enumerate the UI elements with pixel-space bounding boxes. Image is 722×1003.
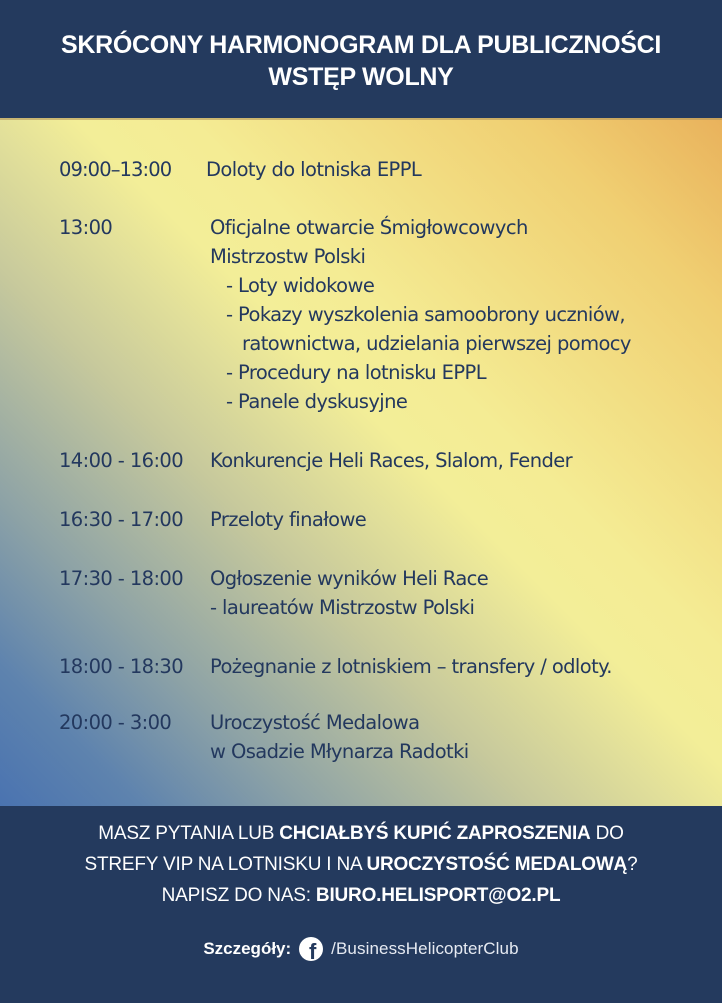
schedule-line: Ogłoszenie wyników Heli Race bbox=[210, 567, 489, 590]
schedule-line: Oficjalne otwarcie Śmigłowcowych bbox=[210, 216, 528, 239]
schedule-subitem: - Loty widokowe bbox=[226, 274, 375, 297]
details-row bbox=[0, 937, 722, 961]
contact-email[interactable]: BIURO.HELISPORT@O2.PL bbox=[315, 885, 561, 906]
schedule-time: 16:30 - 17:00 bbox=[59, 508, 184, 531]
details-label: Szczegóły: bbox=[203, 939, 292, 958]
schedule-panel bbox=[0, 118, 722, 806]
schedule-description bbox=[210, 505, 366, 534]
header-banner bbox=[0, 0, 722, 118]
schedule-subitem-continuation: ratownictwa, udzielania pierwszej pomocy bbox=[242, 332, 631, 355]
schedule-line: Konkurencje Heli Races, Slalom, Fender bbox=[210, 449, 573, 472]
schedule-description bbox=[206, 155, 421, 184]
contact-text: NAPISZ DO NAS: bbox=[161, 885, 316, 906]
schedule-description bbox=[210, 213, 631, 416]
schedule-description bbox=[210, 446, 572, 475]
schedule-line: Doloty do lotniska EPPL bbox=[206, 158, 422, 181]
schedule-time: 13:00 bbox=[59, 216, 113, 239]
contact-text-emphasis: CHCIAŁBYŚ KUPIĆ ZAPROSZENIA bbox=[279, 823, 591, 844]
facebook-handle-link[interactable]: /BusinessHelicopterClub bbox=[331, 939, 519, 958]
schedule-description bbox=[210, 564, 488, 622]
facebook-glyph: f bbox=[309, 939, 317, 961]
schedule-description bbox=[210, 708, 469, 766]
footer-banner bbox=[0, 806, 722, 1003]
schedule-time: 14:00 - 16:00 bbox=[59, 449, 184, 472]
contact-text: MASZ PYTANIA LUB bbox=[98, 823, 280, 844]
contact-text: ? bbox=[627, 854, 638, 875]
schedule-subitem: - Pokazy wyszkolenia samoobrony uczniów, bbox=[226, 303, 625, 326]
schedule-time: 09:00–13:00 bbox=[59, 158, 172, 181]
schedule-line: Pożegnanie z lotniskiem – transfery / odloty. bbox=[210, 655, 612, 678]
schedule-line: Mistrzostw Polski bbox=[210, 245, 366, 268]
schedule-subitem: - Procedury na lotnisku EPPL bbox=[226, 361, 486, 384]
schedule-subitem: - Panele dyskusyjne bbox=[226, 390, 408, 413]
page-title: SKRÓCONY HARMONOGRAM DLA PUBLICZNOŚCI bbox=[60, 31, 661, 59]
contact-text-emphasis: UROCZYSTOŚĆ MEDALOWĄ bbox=[366, 854, 628, 875]
schedule-description bbox=[210, 652, 612, 681]
schedule-time: 17:30 - 18:00 bbox=[59, 567, 184, 590]
contact-line-2 bbox=[0, 849, 722, 880]
contact-line-3 bbox=[0, 880, 722, 911]
facebook-icon[interactable] bbox=[299, 937, 323, 961]
contact-line-1 bbox=[0, 818, 722, 849]
contact-text: DO bbox=[590, 823, 624, 844]
schedule-line: - laureatów Mistrzostw Polski bbox=[210, 596, 475, 619]
page-subtitle: WSTĘP WOLNY bbox=[268, 63, 454, 91]
contact-question bbox=[0, 806, 722, 911]
contact-text: STREFY VIP NA LOTNISKU I NA bbox=[84, 854, 367, 875]
schedule-line: Uroczystość Medalowa bbox=[210, 711, 420, 734]
schedule-line: Przeloty finałowe bbox=[210, 508, 367, 531]
schedule-time: 18:00 - 18:30 bbox=[59, 655, 184, 678]
schedule-time: 20:00 - 3:00 bbox=[59, 711, 172, 734]
schedule-line: w Osadzie Młynarza Radotki bbox=[210, 740, 469, 763]
